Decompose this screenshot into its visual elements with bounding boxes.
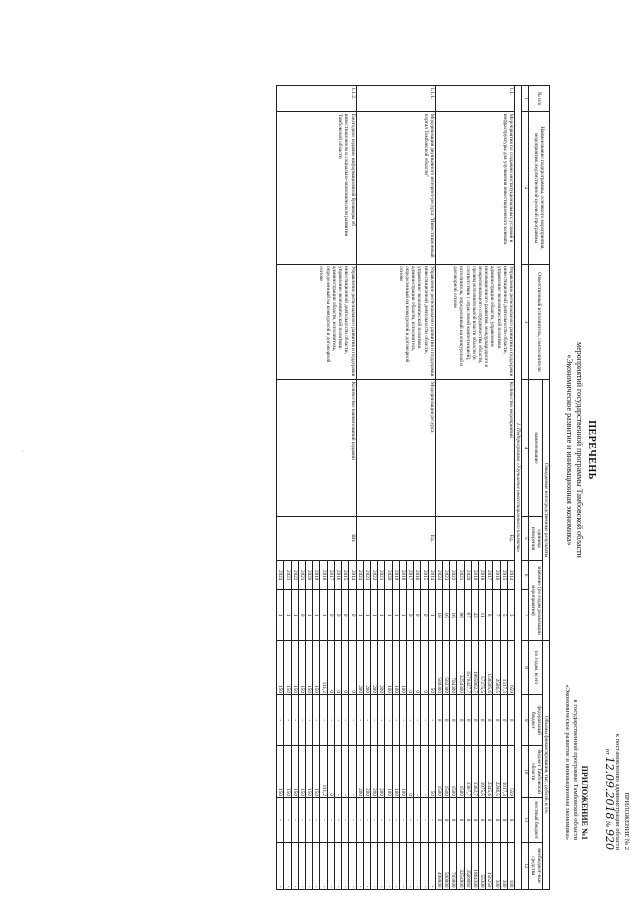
year-cell: 2014 xyxy=(349,560,356,589)
funding-regional-cell: 50 xyxy=(428,745,435,798)
year-cell: 2014 xyxy=(428,560,435,589)
funding-extrabudget-cell: 100 xyxy=(507,842,514,889)
year-cell: 2019 xyxy=(313,560,320,589)
year-cell: 2024 xyxy=(277,560,284,589)
value-cell: 1 xyxy=(306,590,313,640)
funding-local-cell: - xyxy=(370,798,377,842)
funding-total-cell: 0 xyxy=(421,640,428,695)
funding-total-cell: 100 xyxy=(392,640,399,695)
result-name: Количество мероприятий xyxy=(435,380,514,517)
funding-extrabudget-cell: 498800 xyxy=(435,842,442,889)
funding-regional-cell: - xyxy=(421,745,428,798)
funding-extrabudget-cell: 3569060 xyxy=(464,842,471,889)
table-row xyxy=(507,86,514,890)
funding-extrabudget-cell: - xyxy=(334,842,341,889)
funding-regional-cell: 1500 xyxy=(442,745,449,798)
year-cell: 2022 xyxy=(450,560,457,589)
item-name: Ежегодное издание информационной брошюры об инвестиционном и социально-экономическом развитии Тамбовской области xyxy=(277,112,356,264)
funding-extrabudget-cell: - xyxy=(370,842,377,889)
funding-total-cell: 2586,5 xyxy=(493,640,500,695)
column-number: 7 xyxy=(522,590,529,640)
funding-regional-cell: 150 xyxy=(313,745,320,798)
funding-regional-cell: - xyxy=(349,745,356,798)
value-cell: 86 xyxy=(457,590,464,640)
header-result-unit: единица измерения xyxy=(529,516,542,560)
funding-local-cell: 0 xyxy=(464,798,471,842)
funding-extrabudget-cell: - xyxy=(414,842,421,889)
funding-extrabudget-cell: - xyxy=(327,842,334,889)
document-title: ПЕРЕЧЕНЬ xyxy=(586,420,597,480)
funding-federal-cell: 0 xyxy=(464,695,471,745)
year-cell: 2024 xyxy=(356,560,363,589)
funding-federal-cell: - xyxy=(334,695,341,745)
funding-local-cell: - xyxy=(306,798,313,842)
funding-extrabudget-cell: 1864300 xyxy=(471,842,478,889)
funding-local-cell: - xyxy=(320,798,327,842)
funding-local-cell: - xyxy=(363,798,370,842)
value-cell: 1 xyxy=(363,590,370,640)
funding-federal-cell: - xyxy=(342,695,349,745)
funding-federal-cell: - xyxy=(414,695,421,745)
funding-federal-cell: - xyxy=(392,695,399,745)
year-cell: 2022 xyxy=(291,560,298,589)
result-unit: Шт. xyxy=(277,516,356,560)
year-cell: 2022 xyxy=(370,560,377,589)
funding-regional-cell: 200 xyxy=(378,745,385,798)
year-cell: 2017 xyxy=(406,560,413,589)
funding-federal-cell: - xyxy=(327,695,334,745)
year-cell: 2019 xyxy=(471,560,478,589)
value-cell: 1 xyxy=(284,590,291,640)
funding-regional-cell: 1975,5 xyxy=(478,745,485,798)
funding-total-cell: 200 xyxy=(363,640,370,695)
year-cell: 2018 xyxy=(320,560,327,589)
funding-local-cell: - xyxy=(298,798,305,842)
value-cell: 1 xyxy=(356,590,363,640)
funding-extrabudget-cell: - xyxy=(342,842,349,889)
year-cell: 2020 xyxy=(464,560,471,589)
funding-federal-cell: 0 xyxy=(471,695,478,745)
funding-extrabudget-cell: - xyxy=(277,842,284,889)
handwritten-number: 920 xyxy=(603,829,616,850)
page-mark: · xyxy=(19,450,25,452)
funding-total-cell: 57275,5 xyxy=(478,640,485,695)
funding-regional-cell: - xyxy=(342,745,349,798)
value-cell: 0 xyxy=(421,590,428,640)
funding-total-cell: 1317,3 xyxy=(500,640,507,695)
funding-federal-cell: - xyxy=(291,695,298,745)
funding-extrabudget-cell: - xyxy=(363,842,370,889)
column-number: 2 xyxy=(522,112,529,264)
year-cell: 2018 xyxy=(478,560,485,589)
funding-federal-cell: - xyxy=(284,695,291,745)
year-cell: 2015 xyxy=(342,560,349,589)
funding-extrabudget-cell: - xyxy=(406,842,413,889)
year-cell: 2021 xyxy=(378,560,385,589)
funding-total-cell: 502300 xyxy=(442,640,449,695)
value-cell: 0 xyxy=(406,590,413,640)
header-name: Наименование подпрограммы, основного мероприятия, мероприятия, ведомственной целевой программы xyxy=(529,112,550,264)
funding-federal-cell: - xyxy=(428,695,435,745)
header-results: Ожидаемые непосредственные результаты xyxy=(542,380,549,641)
funding-total-cell: 150 xyxy=(298,640,305,695)
funding-extrabudget-cell: - xyxy=(298,842,305,889)
value-cell: 1 xyxy=(385,590,392,640)
value-cell: 0 xyxy=(298,590,305,640)
funding-local-cell: - xyxy=(334,798,341,842)
funding-total-cell: 100 xyxy=(385,640,392,695)
year-cell: 2021 xyxy=(457,560,464,589)
year-cell: 2016 xyxy=(414,560,421,589)
appendix-2-date-line: от 12.09.2018 № 920 xyxy=(603,748,616,850)
funding-total-cell: 0 xyxy=(342,640,349,695)
year-cell: 2016 xyxy=(493,560,500,589)
funding-extrabudget-cell: - xyxy=(306,842,313,889)
funding-regional-cell: - xyxy=(414,745,421,798)
value-cell: 18 xyxy=(435,590,442,640)
funding-federal-cell: - xyxy=(320,695,327,745)
value-cell: 5 xyxy=(500,590,507,640)
column-number: 11 xyxy=(522,798,529,842)
year-cell: 2023 xyxy=(442,560,449,589)
funding-local-cell: - xyxy=(421,798,428,842)
funding-federal-cell: - xyxy=(378,695,385,745)
funding-total-cell: 3254300 xyxy=(457,640,464,695)
funding-total-cell: 150 xyxy=(306,640,313,695)
funding-local-cell: 0 xyxy=(450,798,457,842)
funding-regional-cell: 100 xyxy=(385,745,392,798)
funding-local-cell: - xyxy=(356,798,363,842)
funding-regional-cell: 111,2 xyxy=(320,745,327,798)
funding-extrabudget-cell: - xyxy=(385,842,392,889)
funding-federal-cell: - xyxy=(363,695,370,745)
funding-total-cell: 500300 xyxy=(435,640,442,695)
funding-regional-cell: 1500 xyxy=(435,745,442,798)
funding-regional-cell: 200 xyxy=(370,745,377,798)
funding-extrabudget-cell: - xyxy=(378,842,385,889)
funding-local-cell: 0 xyxy=(471,798,478,842)
funding-regional-cell: 1500 xyxy=(457,745,464,798)
funding-federal-cell: - xyxy=(306,695,313,745)
header-funding-total: по годам, всего xyxy=(529,640,542,695)
funding-federal-cell: - xyxy=(298,695,305,745)
section-title: 1. Подпрограмма «Улучшение инвестиционного климата» xyxy=(514,86,521,890)
funding-total-cell: 200 xyxy=(356,640,363,695)
header-funding-local: местный бюджет xyxy=(529,798,542,842)
value-cell: 1 xyxy=(370,590,377,640)
result-name: Модернизация ресурса xyxy=(356,380,435,517)
result-name: Количество наименований изданий xyxy=(277,380,356,517)
value-cell: 1 xyxy=(277,590,284,640)
appendix-2-header xyxy=(603,734,631,850)
table-row xyxy=(349,86,356,890)
funding-regional-cell: 559 xyxy=(507,745,514,798)
funding-extrabudget-cell: - xyxy=(284,842,291,889)
funding-total-cell: 704300 xyxy=(450,640,457,695)
funding-extrabudget-cell: 500800 xyxy=(442,842,449,889)
funding-local-cell: - xyxy=(342,798,349,842)
funding-federal-cell: 0 xyxy=(435,695,442,745)
measures-table xyxy=(276,85,550,890)
funding-federal-cell: - xyxy=(385,695,392,745)
funding-total-cell: 158595,6 xyxy=(486,640,493,695)
funding-federal-cell: - xyxy=(399,695,406,745)
funding-extrabudget-cell: - xyxy=(428,842,435,889)
funding-local-cell: - xyxy=(385,798,392,842)
funding-federal-cell: 0 xyxy=(493,695,500,745)
table-row xyxy=(428,86,435,890)
item-executor: Управление регионального развития и поддержки инвестиционной деятельности области, управление экономической политики администрации области, исполнитель, определенный на конкурсной и договорной основе xyxy=(356,264,435,380)
funding-local-cell: - xyxy=(378,798,385,842)
funding-extrabudget-cell: - xyxy=(356,842,363,889)
funding-regional-cell: 200 xyxy=(363,745,370,798)
year-cell: 2017 xyxy=(486,560,493,589)
appendix-1-title: ПРИЛОЖЕНИЕ №1 xyxy=(580,765,589,840)
funding-federal-cell: 0 xyxy=(450,695,457,745)
funding-federal-cell: - xyxy=(349,695,356,745)
year-cell: 2017 xyxy=(327,560,334,589)
funding-federal-cell: - xyxy=(277,695,284,745)
funding-local-cell: - xyxy=(399,798,406,842)
funding-regional-cell: 100 xyxy=(392,745,399,798)
item-name: Мероприятия по созданию институциональных условий и инфраструктуры для улучшения инвестиционного климата xyxy=(435,112,514,264)
funding-regional-cell: 150 xyxy=(284,745,291,798)
header-funding-federal: федеральный бюджет xyxy=(529,695,542,745)
funding-local-cell: 0 xyxy=(500,798,507,842)
funding-total-cell: 0 xyxy=(406,640,413,695)
funding-local-cell: 0 xyxy=(478,798,485,842)
year-cell: 2023 xyxy=(363,560,370,589)
funding-local-cell: - xyxy=(291,798,298,842)
item-number: 1.1.2. xyxy=(277,86,356,112)
column-number: 5 xyxy=(522,516,529,560)
column-number: 12 xyxy=(522,842,529,889)
funding-extrabudget-cell: 156250 xyxy=(486,842,493,889)
funding-federal-cell: - xyxy=(356,695,363,745)
value-cell: 3 xyxy=(507,590,514,640)
value-cell: 0 xyxy=(349,590,356,640)
funding-regional-cell: - xyxy=(334,745,341,798)
funding-federal-cell: 0 xyxy=(507,695,514,745)
funding-local-cell: - xyxy=(284,798,291,842)
funding-federal-cell: - xyxy=(370,695,377,745)
funding-total-cell: 50 xyxy=(428,640,435,695)
column-number-row xyxy=(522,86,529,890)
funding-federal-cell: - xyxy=(313,695,320,745)
appendix-1-line-1: к государственной программе Тамбовской области xyxy=(572,699,580,840)
value-cell: 16 xyxy=(442,590,449,640)
appendix-2-line: к постановлению администрации области xyxy=(614,733,622,850)
funding-regional-cell: 0 xyxy=(406,745,413,798)
value-cell: 0 xyxy=(342,590,349,640)
value-cell: 0 xyxy=(327,590,334,640)
funding-federal-cell: 0 xyxy=(457,695,464,745)
column-number: 8 xyxy=(522,640,529,695)
year-cell: 2014 xyxy=(507,560,514,589)
value-cell: 1 xyxy=(291,590,298,640)
funding-regional-cell: 1500 xyxy=(450,745,457,798)
funding-local-cell: 0 xyxy=(442,798,449,842)
handwritten-date: 12.09.2018 xyxy=(603,756,616,820)
funding-regional-cell: 2286,5 xyxy=(493,745,500,798)
column-number: 9 xyxy=(522,695,529,745)
funding-federal-cell: - xyxy=(406,695,413,745)
item-executor: Управление регионального развития и поддержки инвестиционной деятельности области, управление экономической политики администрации области, управление инновационного развития, международного и межрегионального сотрудничества области, органы исполнительной власти области (в соответствии с отраслевой компетенцией), исполнитель, определенный на конкурсной и договорной основе xyxy=(435,264,514,380)
funding-regional-cell: 150 xyxy=(277,745,284,798)
column-number: 10 xyxy=(522,745,529,798)
funding-local-cell: 0 xyxy=(507,798,514,842)
year-cell: 2023 xyxy=(284,560,291,589)
value-cell: 1 xyxy=(428,590,435,640)
funding-extrabudget-cell: - xyxy=(421,842,428,889)
funding-federal-cell: 0 xyxy=(442,695,449,745)
document-subtitle: мероприятий государственной программы Тамбовской области «Экономическое развитие и инновационная экономика» xyxy=(565,342,584,558)
header-result-name: наименование xyxy=(529,380,542,517)
funding-extrabudget-cell: - xyxy=(291,842,298,889)
funding-extrabudget-cell: 703800 xyxy=(450,842,457,889)
value-cell: 1 xyxy=(392,590,399,640)
funding-total-cell: 0 xyxy=(327,640,334,695)
year-cell: 2019 xyxy=(392,560,399,589)
year-cell: 2020 xyxy=(385,560,392,589)
year-cell: 2021 xyxy=(298,560,305,589)
value-cell: 1 xyxy=(378,590,385,640)
funding-extrabudget-cell: - xyxy=(349,842,356,889)
funding-regional-cell: 100 xyxy=(399,745,406,798)
funding-local-cell: - xyxy=(349,798,356,842)
funding-local-cell: - xyxy=(277,798,284,842)
funding-extrabudget-cell: 300 xyxy=(500,842,507,889)
column-number: 6 xyxy=(522,560,529,589)
appendix-2-title: ПРИЛОЖЕНИЕ № 2 xyxy=(623,792,630,850)
funding-total-cell: 100 xyxy=(399,640,406,695)
funding-regional-cell: 150 xyxy=(298,745,305,798)
year-cell: 2016 xyxy=(334,560,341,589)
column-number: 4 xyxy=(522,380,529,517)
value-cell: 11 xyxy=(478,590,485,640)
funding-total-cell: 150 xyxy=(313,640,320,695)
item-number: 1.1. xyxy=(435,86,514,112)
funding-regional-cell: 2345,6 xyxy=(486,745,493,798)
funding-total-cell: 150 xyxy=(277,640,284,695)
funding-local-cell: 0 xyxy=(493,798,500,842)
value-cell: 1 xyxy=(399,590,406,640)
funding-regional-cell: 0 xyxy=(327,745,334,798)
value-cell: 16 xyxy=(450,590,457,640)
funding-total-cell: 1865662,7 xyxy=(471,640,478,695)
item-executor: Управление регионального развития и поддержки инвестиционной деятельности области, управление экономической политики администрации области, исполнитель, определенный на конкурсной и договорной основе xyxy=(277,264,356,380)
funding-total-cell: 200 xyxy=(378,640,385,695)
value-cell: 67 xyxy=(464,590,471,640)
funding-local-cell: 0 xyxy=(435,798,442,842)
funding-federal-cell: 0 xyxy=(500,695,507,745)
funding-total-cell: 0 xyxy=(334,640,341,695)
funding-extrabudget-cell: 300 xyxy=(493,842,500,889)
column-number: 1 xyxy=(522,86,529,112)
funding-extrabudget-cell: - xyxy=(320,842,327,889)
value-cell: 0 xyxy=(414,590,421,640)
funding-local-cell: - xyxy=(406,798,413,842)
header-executor: Ответственный исполнитель, соисполнители xyxy=(529,264,550,380)
funding-federal-cell: 0 xyxy=(486,695,493,745)
funding-extrabudget-cell: - xyxy=(392,842,399,889)
year-cell: 2015 xyxy=(500,560,507,589)
funding-local-cell: 0 xyxy=(457,798,464,842)
funding-regional-cell: 200 xyxy=(356,745,363,798)
funding-local-cell: - xyxy=(327,798,334,842)
item-name: Модернизация двуязычного интернет-ресурса "Инвестиционный портал Тамбовской области" xyxy=(356,112,435,264)
header-num: № п/п xyxy=(529,86,550,112)
funding-local-cell: - xyxy=(428,798,435,842)
header-result-value: значение (по годам реализации мероприятия) xyxy=(529,560,542,640)
funding-total-cell: 0 xyxy=(349,640,356,695)
funding-federal-cell: - xyxy=(421,695,428,745)
header-funding: Объемы финансирования, тыс. рублей, в т.ч. xyxy=(542,640,549,889)
funding-extrabudget-cell: 55300 xyxy=(478,842,485,889)
value-cell: 7 xyxy=(493,590,500,640)
year-cell: 2024 xyxy=(435,560,442,589)
item-number: 1.1.1. xyxy=(356,86,435,112)
funding-regional-cell: 1017,3 xyxy=(500,745,507,798)
year-cell: 2018 xyxy=(399,560,406,589)
funding-extrabudget-cell: 3254800 xyxy=(457,842,464,889)
funding-regional-cell: 1362,7 xyxy=(471,745,478,798)
funding-local-cell: - xyxy=(414,798,421,842)
header-funding-extrabudget: внебюджет-ные средства xyxy=(529,842,542,889)
funding-total-cell: 3570427,7 xyxy=(464,640,471,695)
column-number: 3 xyxy=(522,264,529,380)
funding-total-cell: 0 xyxy=(414,640,421,695)
value-cell: 42 xyxy=(471,590,478,640)
appendix-1-line-2: «Экономическое развитие и инновационная экономика» xyxy=(564,684,571,840)
year-cell: 2015 xyxy=(421,560,428,589)
value-cell: 0 xyxy=(334,590,341,640)
result-unit: Ед. xyxy=(356,516,435,560)
funding-federal-cell: 0 xyxy=(478,695,485,745)
funding-regional-cell: 150 xyxy=(306,745,313,798)
funding-regional-cell: 150 xyxy=(291,745,298,798)
funding-local-cell: - xyxy=(392,798,399,842)
funding-total-cell: 150 xyxy=(291,640,298,695)
funding-local-cell: - xyxy=(313,798,320,842)
funding-extrabudget-cell: - xyxy=(399,842,406,889)
funding-total-cell: 200 xyxy=(370,640,377,695)
funding-extrabudget-cell: - xyxy=(313,842,320,889)
year-cell: 2020 xyxy=(306,560,313,589)
funding-total-cell: 150 xyxy=(284,640,291,695)
header-funding-regional: бюджет Тамбовской области xyxy=(529,745,542,798)
funding-local-cell: 0 xyxy=(486,798,493,842)
section-row xyxy=(514,86,521,890)
value-cell: 8 xyxy=(486,590,493,640)
funding-regional-cell: 1367,7 xyxy=(464,745,471,798)
value-cell: 1 xyxy=(320,590,327,640)
funding-total-cell: 111,2 xyxy=(320,640,327,695)
funding-total-cell: 659 xyxy=(507,640,514,695)
value-cell: 1 xyxy=(313,590,320,640)
result-unit: Ед. xyxy=(435,516,514,560)
